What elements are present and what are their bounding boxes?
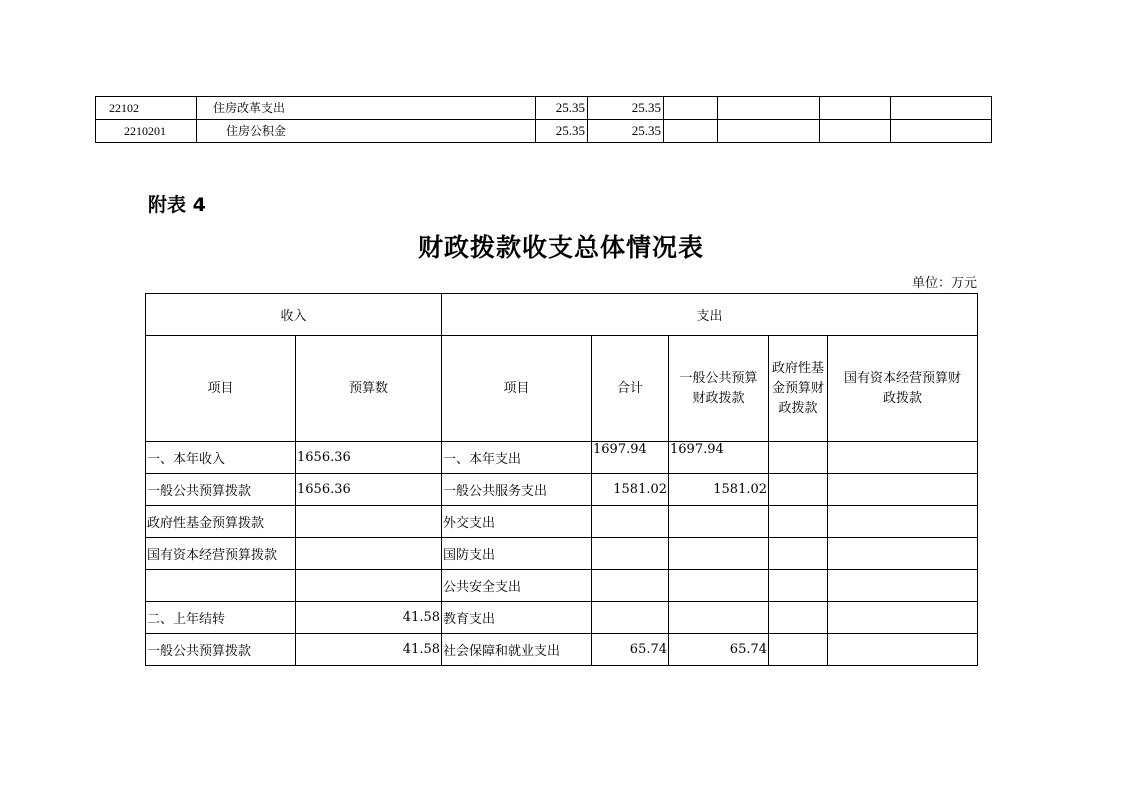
fund-value bbox=[769, 570, 828, 602]
income-item: 一般公共预算拨款 bbox=[146, 634, 296, 666]
table-row bbox=[146, 474, 978, 506]
name-cell: 住房公积金 bbox=[197, 120, 536, 143]
income-item: 一、本年收入 bbox=[146, 442, 296, 474]
state-value bbox=[828, 602, 978, 634]
expense-item: 国防支出 bbox=[442, 538, 592, 570]
total-value: 65.74 bbox=[592, 634, 669, 666]
fiscal-table bbox=[145, 293, 978, 666]
general-value: 1697.94 bbox=[669, 442, 769, 474]
empty-cell bbox=[891, 120, 992, 143]
table-row bbox=[146, 602, 978, 634]
code-cell: 2210201 bbox=[96, 120, 197, 143]
state-value bbox=[828, 506, 978, 538]
table-row bbox=[146, 506, 978, 538]
fund-value bbox=[769, 506, 828, 538]
total-value: 1581.02 bbox=[592, 474, 669, 506]
fund-value bbox=[769, 474, 828, 506]
unit-label: 单位：万元 bbox=[911, 276, 977, 291]
col-fund: 政府性基金预算财政拨款 bbox=[769, 336, 828, 442]
empty-cell bbox=[718, 120, 820, 143]
col-general: 一般公共预算财政拨款 bbox=[669, 336, 769, 442]
expense-item: 一般公共服务支出 bbox=[442, 474, 592, 506]
income-header: 收入 bbox=[146, 294, 442, 336]
fund-value bbox=[769, 442, 828, 474]
top-table bbox=[95, 96, 992, 143]
empty-cell bbox=[891, 97, 992, 120]
expense-item: 社会保障和就业支出 bbox=[442, 634, 592, 666]
total-value bbox=[592, 570, 669, 602]
total-value bbox=[592, 602, 669, 634]
empty-cell bbox=[820, 120, 891, 143]
income-item: 一般公共预算拨款 bbox=[146, 474, 296, 506]
budget-value: 41.58 bbox=[296, 634, 442, 666]
general-value bbox=[669, 570, 769, 602]
name-cell: 住房改革支出 bbox=[197, 97, 536, 120]
fund-value bbox=[769, 538, 828, 570]
col-item: 项目 bbox=[146, 336, 296, 442]
general-cell: 25.35 bbox=[588, 97, 664, 120]
annex-label: 附表 4 bbox=[148, 194, 206, 216]
expense-item: 公共安全支出 bbox=[442, 570, 592, 602]
general-value bbox=[669, 506, 769, 538]
table-row bbox=[146, 634, 978, 666]
table-row bbox=[146, 442, 978, 474]
fund-value bbox=[769, 634, 828, 666]
total-cell: 25.35 bbox=[536, 97, 588, 120]
subheader-row bbox=[146, 336, 978, 442]
general-value bbox=[669, 538, 769, 570]
table-row bbox=[96, 120, 992, 143]
col-item2: 项目 bbox=[442, 336, 592, 442]
income-item: 政府性基金预算拨款 bbox=[146, 506, 296, 538]
empty-cell bbox=[664, 97, 718, 120]
total-value bbox=[592, 506, 669, 538]
general-value bbox=[669, 602, 769, 634]
expense-item: 外交支出 bbox=[442, 506, 592, 538]
fund-value bbox=[769, 602, 828, 634]
total-cell: 25.35 bbox=[536, 120, 588, 143]
state-value bbox=[828, 570, 978, 602]
expense-header: 支出 bbox=[442, 294, 978, 336]
table-row bbox=[96, 97, 992, 120]
table-row bbox=[146, 570, 978, 602]
budget-value: 1656.36 bbox=[296, 474, 442, 506]
state-value bbox=[828, 634, 978, 666]
empty-cell bbox=[718, 97, 820, 120]
total-value: 1697.94 bbox=[592, 442, 669, 474]
general-cell: 25.35 bbox=[588, 120, 664, 143]
budget-value bbox=[296, 570, 442, 602]
col-state: 国有资本经营预算财政拨款 bbox=[828, 336, 978, 442]
page-title: 财政拨款收支总体情况表 bbox=[417, 233, 704, 262]
budget-value bbox=[296, 538, 442, 570]
col-budget: 预算数 bbox=[296, 336, 442, 442]
total-value bbox=[592, 538, 669, 570]
col-total: 合计 bbox=[592, 336, 669, 442]
income-item bbox=[146, 570, 296, 602]
empty-cell bbox=[664, 120, 718, 143]
general-value: 1581.02 bbox=[669, 474, 769, 506]
expense-item: 一、本年支出 bbox=[442, 442, 592, 474]
income-item: 国有资本经营预算拨款 bbox=[146, 538, 296, 570]
state-value bbox=[828, 474, 978, 506]
budget-value: 41.58 bbox=[296, 602, 442, 634]
code-cell: 22102 bbox=[96, 97, 197, 120]
state-value bbox=[828, 442, 978, 474]
empty-cell bbox=[820, 97, 891, 120]
table-row bbox=[146, 538, 978, 570]
general-value: 65.74 bbox=[669, 634, 769, 666]
budget-value: 1656.36 bbox=[296, 442, 442, 474]
expense-item: 教育支出 bbox=[442, 602, 592, 634]
state-value bbox=[828, 538, 978, 570]
income-item: 二、上年结转 bbox=[146, 602, 296, 634]
header-row bbox=[146, 294, 978, 336]
budget-value bbox=[296, 506, 442, 538]
